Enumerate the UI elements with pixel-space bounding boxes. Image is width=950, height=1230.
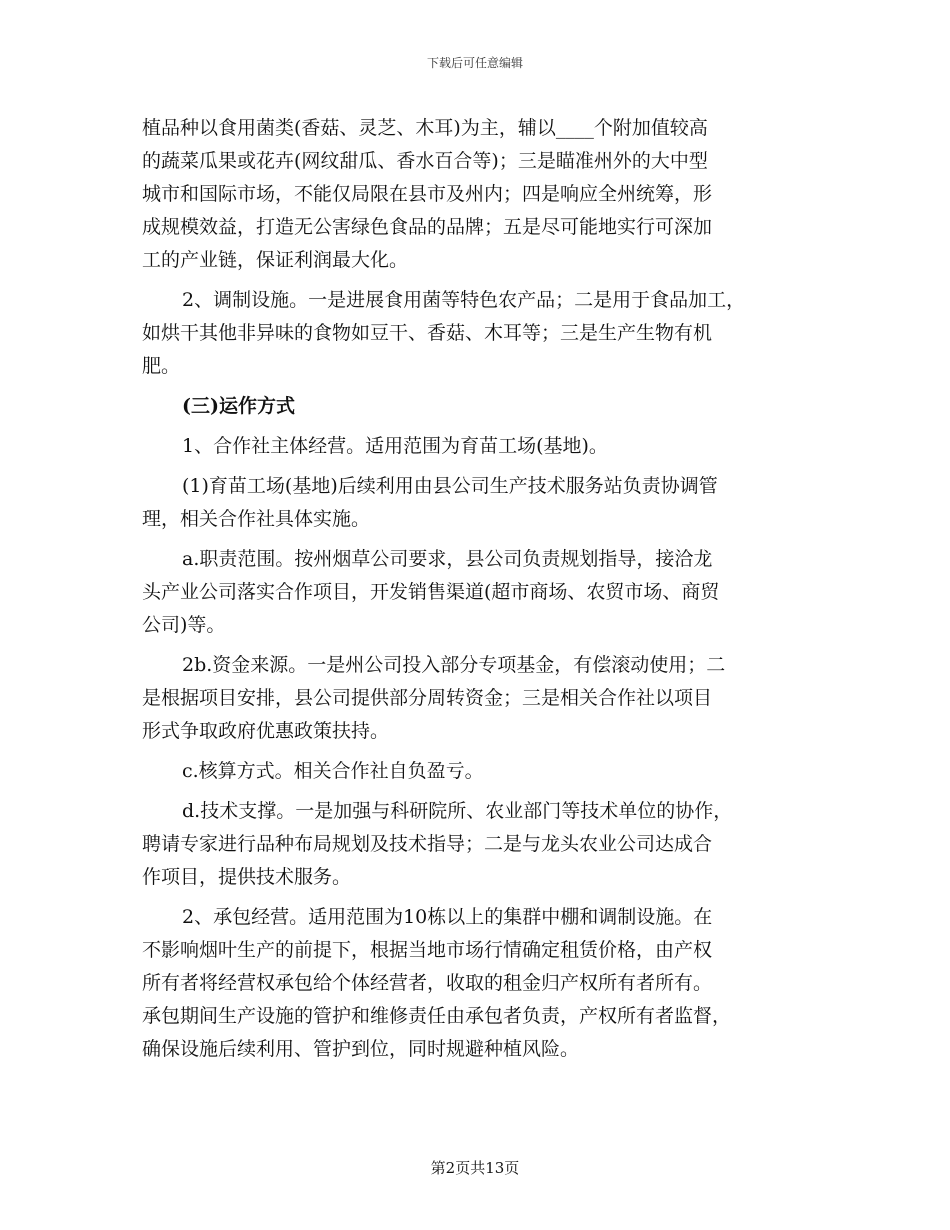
paragraph-line: 不影响烟叶生产的前提下，根据当地市场行情确定租赁价格，由产权 [142,939,713,961]
paragraph-line: a.职责范围。按州烟草公司要求，县公司负责规划指导，接洽龙 [182,548,713,570]
paragraph-line: d.技术支撑。一是加强与科研院所、农业部门等技术单位的协作， [182,800,733,822]
section-heading: (三)运作方式 [182,395,295,417]
paragraph-line: c.核算方式。相关合作社自负盈亏。 [182,760,484,782]
paragraph-line: 公司)等。 [142,614,226,636]
paragraph-line: 作项目，提供技术服务。 [142,866,352,888]
paragraph-line: (1)育苗工场(基地)后续利用由县公司生产技术服务站负责协调管 [182,475,718,497]
paragraph-line: 2b.资金来源。一是州公司投入部分专项基金，有偿滚动使用；二 [182,654,726,676]
page-number: 第2页共13页 [430,1159,520,1177]
paragraph-line: 成规模效益，打造无公害绿色食品的品牌；五是尽可能地实行可深加 [142,216,713,238]
page-header: 下载后可任意编辑 [426,56,523,70]
paragraph-line: 确保设施后续利用、管护到位，同时规避种植风险。 [142,1038,580,1060]
paragraph-line: 1、合作社主体经营。适用范围为育苗工场(基地)。 [182,435,608,457]
paragraph-line: 所有者将经营权承包给个体经营者，收取的租金归产权所有者所有。 [142,972,713,994]
paragraph-line: 是根据项目安排，县公司提供部分周转资金；三是相关合作社以项目 [142,687,713,709]
document-body [142,112,832,1066]
paragraph-line: 形式争取政府优惠政策扶持。 [142,720,390,742]
paragraph-line: 2、调制设施。一是进展食用菌等特色农产品；二是用于食品加工， [182,289,746,311]
paragraph-line: 植品种以食用菌类(香菇、灵芝、木耳)为主，辅以____个附加值较高 [142,117,708,139]
paragraph-line: 承包期间生产设施的管护和维修责任由承包者负责，产权所有者监督， [142,1005,732,1027]
paragraph-line: 肥。 [142,355,181,377]
paragraph-line: 聘请专家进行品种布局规划及技术指导；二是与龙头农业公司达成合 [142,833,713,855]
paragraph-line: 城市和国际市场，不能仅局限在县市及州内；四是响应全州统筹，形 [142,183,713,205]
paragraph-line: 如烘干其他非异味的食物如豆干、香菇、木耳等；三是生产生物有机 [142,322,713,344]
paragraph-line: 头产业公司落实合作项目，开发销售渠道(超市商场、农贸市场、商贸 [142,581,720,603]
paragraph-line: 2、承包经营。适用范围为10栋以上的集群中棚和调制设施。在 [182,906,713,928]
paragraph-line: 工的产业链，保证利润最大化。 [142,249,409,271]
paragraph-line: 理，相关合作社具体实施。 [142,508,371,530]
paragraph-line: 的蔬菜瓜果或花卉(网纹甜瓜、香水百合等)；三是瞄准州外的大中型 [142,150,708,172]
